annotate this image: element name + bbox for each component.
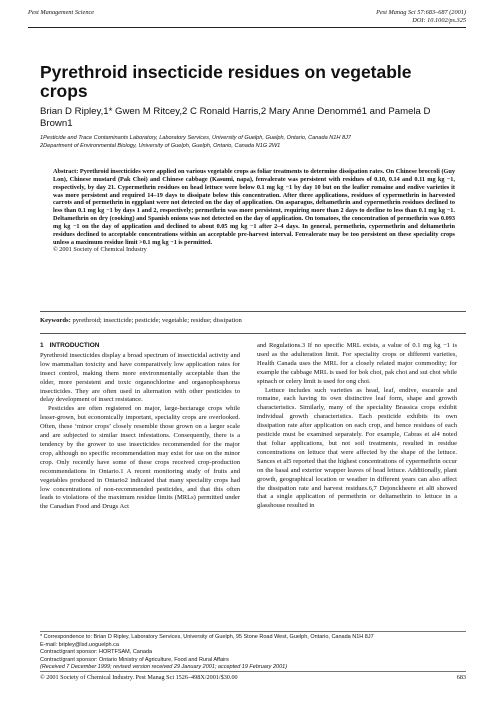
footnote-rule [40,631,466,632]
sponsor-note: Contract/grant sponsor: HORTFSAM, Canada [40,649,153,656]
left-column [40,342,240,512]
divider [40,311,466,312]
sponsor-note: Contract/grant sponsor: Ontario Ministry of Agriculture, Food and Rural Affairs [40,656,229,663]
paragraph: Pyrethroid insecticides display a broad spectrum of insecticidal activity and low mammalian toxicity and have comparatively low application rates for insect control, making them more environmentally acceptable than the older, more persistent and toxic organochlorine and organophosphorus insecticides. They are often used in alternation with other pesticides to delay development of insect resistance. [40,351,240,404]
doi: DOI: 10.1002/ps.325 [412,16,466,24]
footer-copyright: © 2001 Society of Chemical Industry. Pest Manag Sci 1526–498X/2001/$30.00 [40,674,238,681]
abstract-copyright: © 2001 Society of Chemical Industry [53,246,147,254]
affiliation-2: 2Department of Environmental Biology, University of Guelph, Guelph, Ontario, Canada N1G 2W1 [40,142,281,149]
keywords-text: pyrethroid; insecticide; pesticide; vegetable; residue; dissipation [72,317,242,324]
affiliation-1: 1Pesticide and Trace Contaminants Laboratory, Laboratory Services, University of Guelph, Guelph, Ontario, Canada N1H 8J7 [40,135,352,141]
author-list: Brian D Ripley,1* Gwen M Ritcey,2 C Ronald Harris,2 Mary Anne Denommé1 and Pamela D Brown1 [40,106,431,129]
received-dates: (Received 7 December 1999; revised version received 29 January 2001; accepted 19 February 2001) [40,664,288,671]
right-column [257,342,457,511]
divider [40,333,466,334]
section-heading [40,342,240,351]
keywords-label: Keywords: [40,317,71,324]
correspondence-note: * Correspondence to: Brian D Ripley, Laboratory Services, University of Guelph, 95 Stone Road West, Guelph, Ontario, Canada N1H 8J7 [40,634,374,640]
abstract [53,168,455,254]
paragraph: Lettuce includes such varieties as head, leaf, endive, escarole and romaine, each having its own distinctive leaf form, shape and growth characteristics. Similarly, many of the speciality Brassica crops exhibit individual growth characteristics. Each pesticide exhibits its own dissipation rate after application on each crop, and hence residues of each pesticide must be examined separately. For example, Cabras et al4 noted that foliar applications, but not soil treatments, resulted in residue concentrations on lettuce that were affected by the shape of the lettuce. Sances et al5 reported that the highest concentrations of cypermethrin occur on the basal and exterior wrapper leaves of head lettuce. Additionally, plant growth, geographical location or weather in different years can also affect the dissipation rate and harvest residues.6,7 Dejonckheere et al8 showed that a single application of permethrin or deltamethrin to lettuce in a glasshouse resulted in [257,386,457,510]
section-title: INTRODUCTION [49,342,100,349]
footnotes [40,634,460,672]
abstract-text: Abstract: Pyrethroid insecticides were applied on various vegetable crops as foliar treatments to determine dissipation rates. On Chinese broccoli (Guy Lon), Chinese mustard (Pak Choi) and Chinese cabbage (Kasumi, napa), fenvalerate was persistent with residues of 0.10, 0.14 and 0.11 mg kg −1, respectively, by day 21. Cypermethrin residues on head lettuce were below 0.1 mg kg −1 by day 10 but on the leafier romaine and endive varieties it was more persistent and required 14–19 days to dissipate below this concentration. After three applications, residues of cypermethrin in harvested carrots and of permethrin in eggplant were not detected on the day of application. On asparagus, deltamethrin and cypermethrin residues declined to less than 0.1 mg kg −1 by days 1 and 2, respectively; permethrin was more persistent, requiring more than 2 days to decline to less than 0.1 mg kg −1. Deltamethrin on dry (cooking) and Spanish onions was not detected on the day of application. On tomatoes, the concentration of permethrin was 0.093 mg kg −1 on the day of application and declined to about 0.05 mg kg −1 after 2–4 days. In general, permethrin, cypermethrin and deltamethrin residues declined to acceptable concentrations within an acceptable pre-harvest interval. Fenvalerate may be too persistent on these speciality crops unless a maximum residue limit >0.1 mg kg −1 is permitted. [53,168,455,246]
paragraph: Pesticides are often registered on major, large-hectarage crops while lesser-grown, but economically important, speciality crops are overlooked. Often, these ‘minor crops’ closely resemble those grown on a larger scale and are subjected to similar insect infestations. Consequently, there is a tendency by the grower to use insecticides recommended for the major crop, although no specific recommendation may exist for use on the minor crop. Only recently have some of these crops received crop-production recommendations in Ontario.1 A recent monitoring study of fruits and vegetables produced in Ontario2 indicated that many speciality crops had low concentrations of non-recommended pesticides, and that this often leads to violations of the maximum residue limits (MRLs) permitted under the Canadian Food and Drugs Act [40,405,240,511]
article-title: Pyrethroid insecticide residues on vegetable crops [40,62,412,101]
journal-name: Pest Management Science [28,9,95,16]
section-number: 1 [40,342,44,349]
journal-citation: Pest Manag Sci 57:683–687 (2001) [376,9,466,16]
header-rule [28,27,466,28]
affiliations [40,135,470,150]
email-note: E-mail: bripley@lsd.uoguelph.ca [40,641,119,648]
keywords-line [40,317,242,324]
citation-block [376,9,466,24]
page-number: 683 [456,674,466,681]
paragraph: and Regulations.3 If no specific MRL exists, a value of 0.1 mg kg −1 is used as the adulteration limit. For speciality crops or different varieties, Health Canada uses the MRL for a closely related major commodity; for example the cabbage MRL is used for bok choi, pak choi and sui choi while spinach or celery limit is used for ong choi. [257,342,457,385]
footer-rule [40,671,466,672]
